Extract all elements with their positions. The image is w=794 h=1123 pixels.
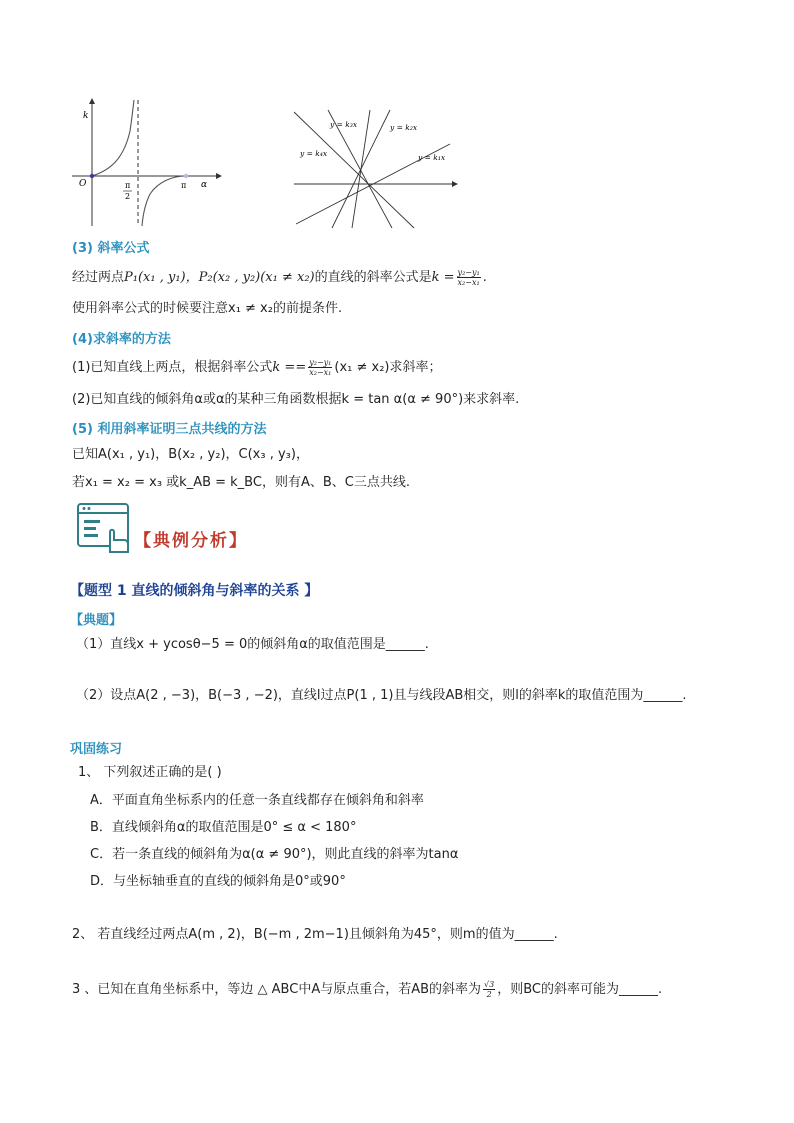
- section-5-heading: (5) 利用斜率证明三点共线的方法: [72, 422, 267, 437]
- right-x-axis-arrow-icon: [452, 181, 458, 187]
- example-question-1: （1）直线x + ycosθ−5 = 0的倾斜角α的取值范围是______.: [76, 637, 429, 652]
- line-label-k3: y = k₃x: [330, 120, 358, 129]
- pi-label: π: [181, 181, 187, 190]
- pi-dot: [184, 174, 188, 178]
- sqrt3-over-2-fraction: $\frac{√3}{2}$: [484, 980, 495, 999]
- practice-1-option-d: D．与坐标轴垂直的直线的倾斜角是0°或90°: [90, 874, 346, 889]
- slope-fraction: $\frac{\text{y₂−y₁}}{\text{x₂−x₁}}$: [457, 268, 480, 287]
- x-axis-arrow-icon: [216, 173, 222, 179]
- line-label-k1: y = k₁x: [418, 153, 446, 162]
- y-axis-label: k: [83, 111, 89, 121]
- half-pi-numerator: π: [125, 181, 131, 190]
- y-axis-arrow-icon: [89, 98, 95, 104]
- origin-label: O: [79, 179, 87, 189]
- practice-1-option-c: C．若一条直线的倾斜角为α(α ≠ 90°)，则此直线的斜率为tanα: [90, 847, 459, 862]
- banner-title: 【典例分析】: [134, 531, 248, 551]
- tangent-slope-graph: [66, 96, 226, 228]
- method-1-line: (1)已知直线上两点，根据斜率公式k == $\frac{\text{y₂−y₁}}{\text{x₂−x₁}}$ (x₁ ≠ x₂)求斜率；: [72, 358, 442, 377]
- practice-heading: 巩固练习: [70, 742, 123, 757]
- section-4-heading: (4)求斜率的方法: [72, 332, 171, 347]
- section-3-heading: (3) 斜率公式: [72, 241, 150, 256]
- tan-curve-left: [92, 100, 134, 176]
- collinear-condition-line: 若x₁ = x₂ = x₃ 或k_AB = k_BC，则有A、B、C三点共线.: [72, 475, 410, 490]
- type-1-heading: 【题型 1 直线的倾斜角与斜率的关系 】: [70, 583, 319, 599]
- method-1-fraction: $\frac{\text{y₂−y₁}}{\text{x₂−x₁}}$: [309, 358, 332, 377]
- slope-condition-line: 使用斜率公式的时候要注意x₁ ≠ x₂的前提条件.: [72, 301, 343, 316]
- x-axis-label: α: [201, 180, 208, 190]
- practice-2: 2、 若直线经过两点A(m , 2)，B(−m , 2m−1)且倾斜角为45°，则m的值为______.: [72, 927, 558, 942]
- line-label-k4: y = k₄x: [300, 149, 328, 158]
- collinear-given-line: 已知A(x₁ , y₁)，B(x₂ , y₂)，C(x₃ , y₃)，: [72, 447, 309, 462]
- practice-1-option-b: B．直线倾斜角α的取值范围是0° ≤ α < 180°: [90, 820, 357, 835]
- practice-1-stem: 1、 下列叙述正确的是( ): [78, 765, 222, 780]
- practice-3: 3 、已知在直角坐标系中，等边 △ ABC中A与原点重合，若AB的斜率为 $\frac{√3}{2}$ ，则BC的斜率可能为______.: [72, 980, 663, 999]
- half-pi-denominator: 2: [125, 192, 131, 201]
- example-question-2: （2）设点A(2 , −3)，B(−3 , −2)，直线l过点P(1 , 1)且与线段AB相交，则l的斜率k的取值范围为______.: [76, 688, 687, 703]
- method-2-line: (2)已知直线的倾斜角α或α的某种三角函数根据k = tan α(α ≠ 90°)来求斜率.: [72, 392, 520, 407]
- tablet-tap-icon: [76, 502, 134, 554]
- practice-1-option-a: A．平面直角坐标系内的任意一条直线都存在倾斜角和斜率: [90, 793, 424, 808]
- slope-formula-line: 经过两点P₁(x₁ , y₁)，P₂(x₂ , y₂)(x₁ ≠ x₂)的直线的斜率公式是k = $\frac{\text{y₂−y₁}}{\text{x₂−x₁}}$ .: [72, 268, 487, 287]
- tan-curve-right: [142, 176, 186, 226]
- line-label-k2: y = k₂x: [390, 123, 418, 132]
- example-analysis-banner: [76, 502, 276, 554]
- origin-dot: [90, 174, 94, 178]
- example-label: 【典题】: [70, 613, 123, 628]
- lines-through-origin-graph: [290, 108, 460, 230]
